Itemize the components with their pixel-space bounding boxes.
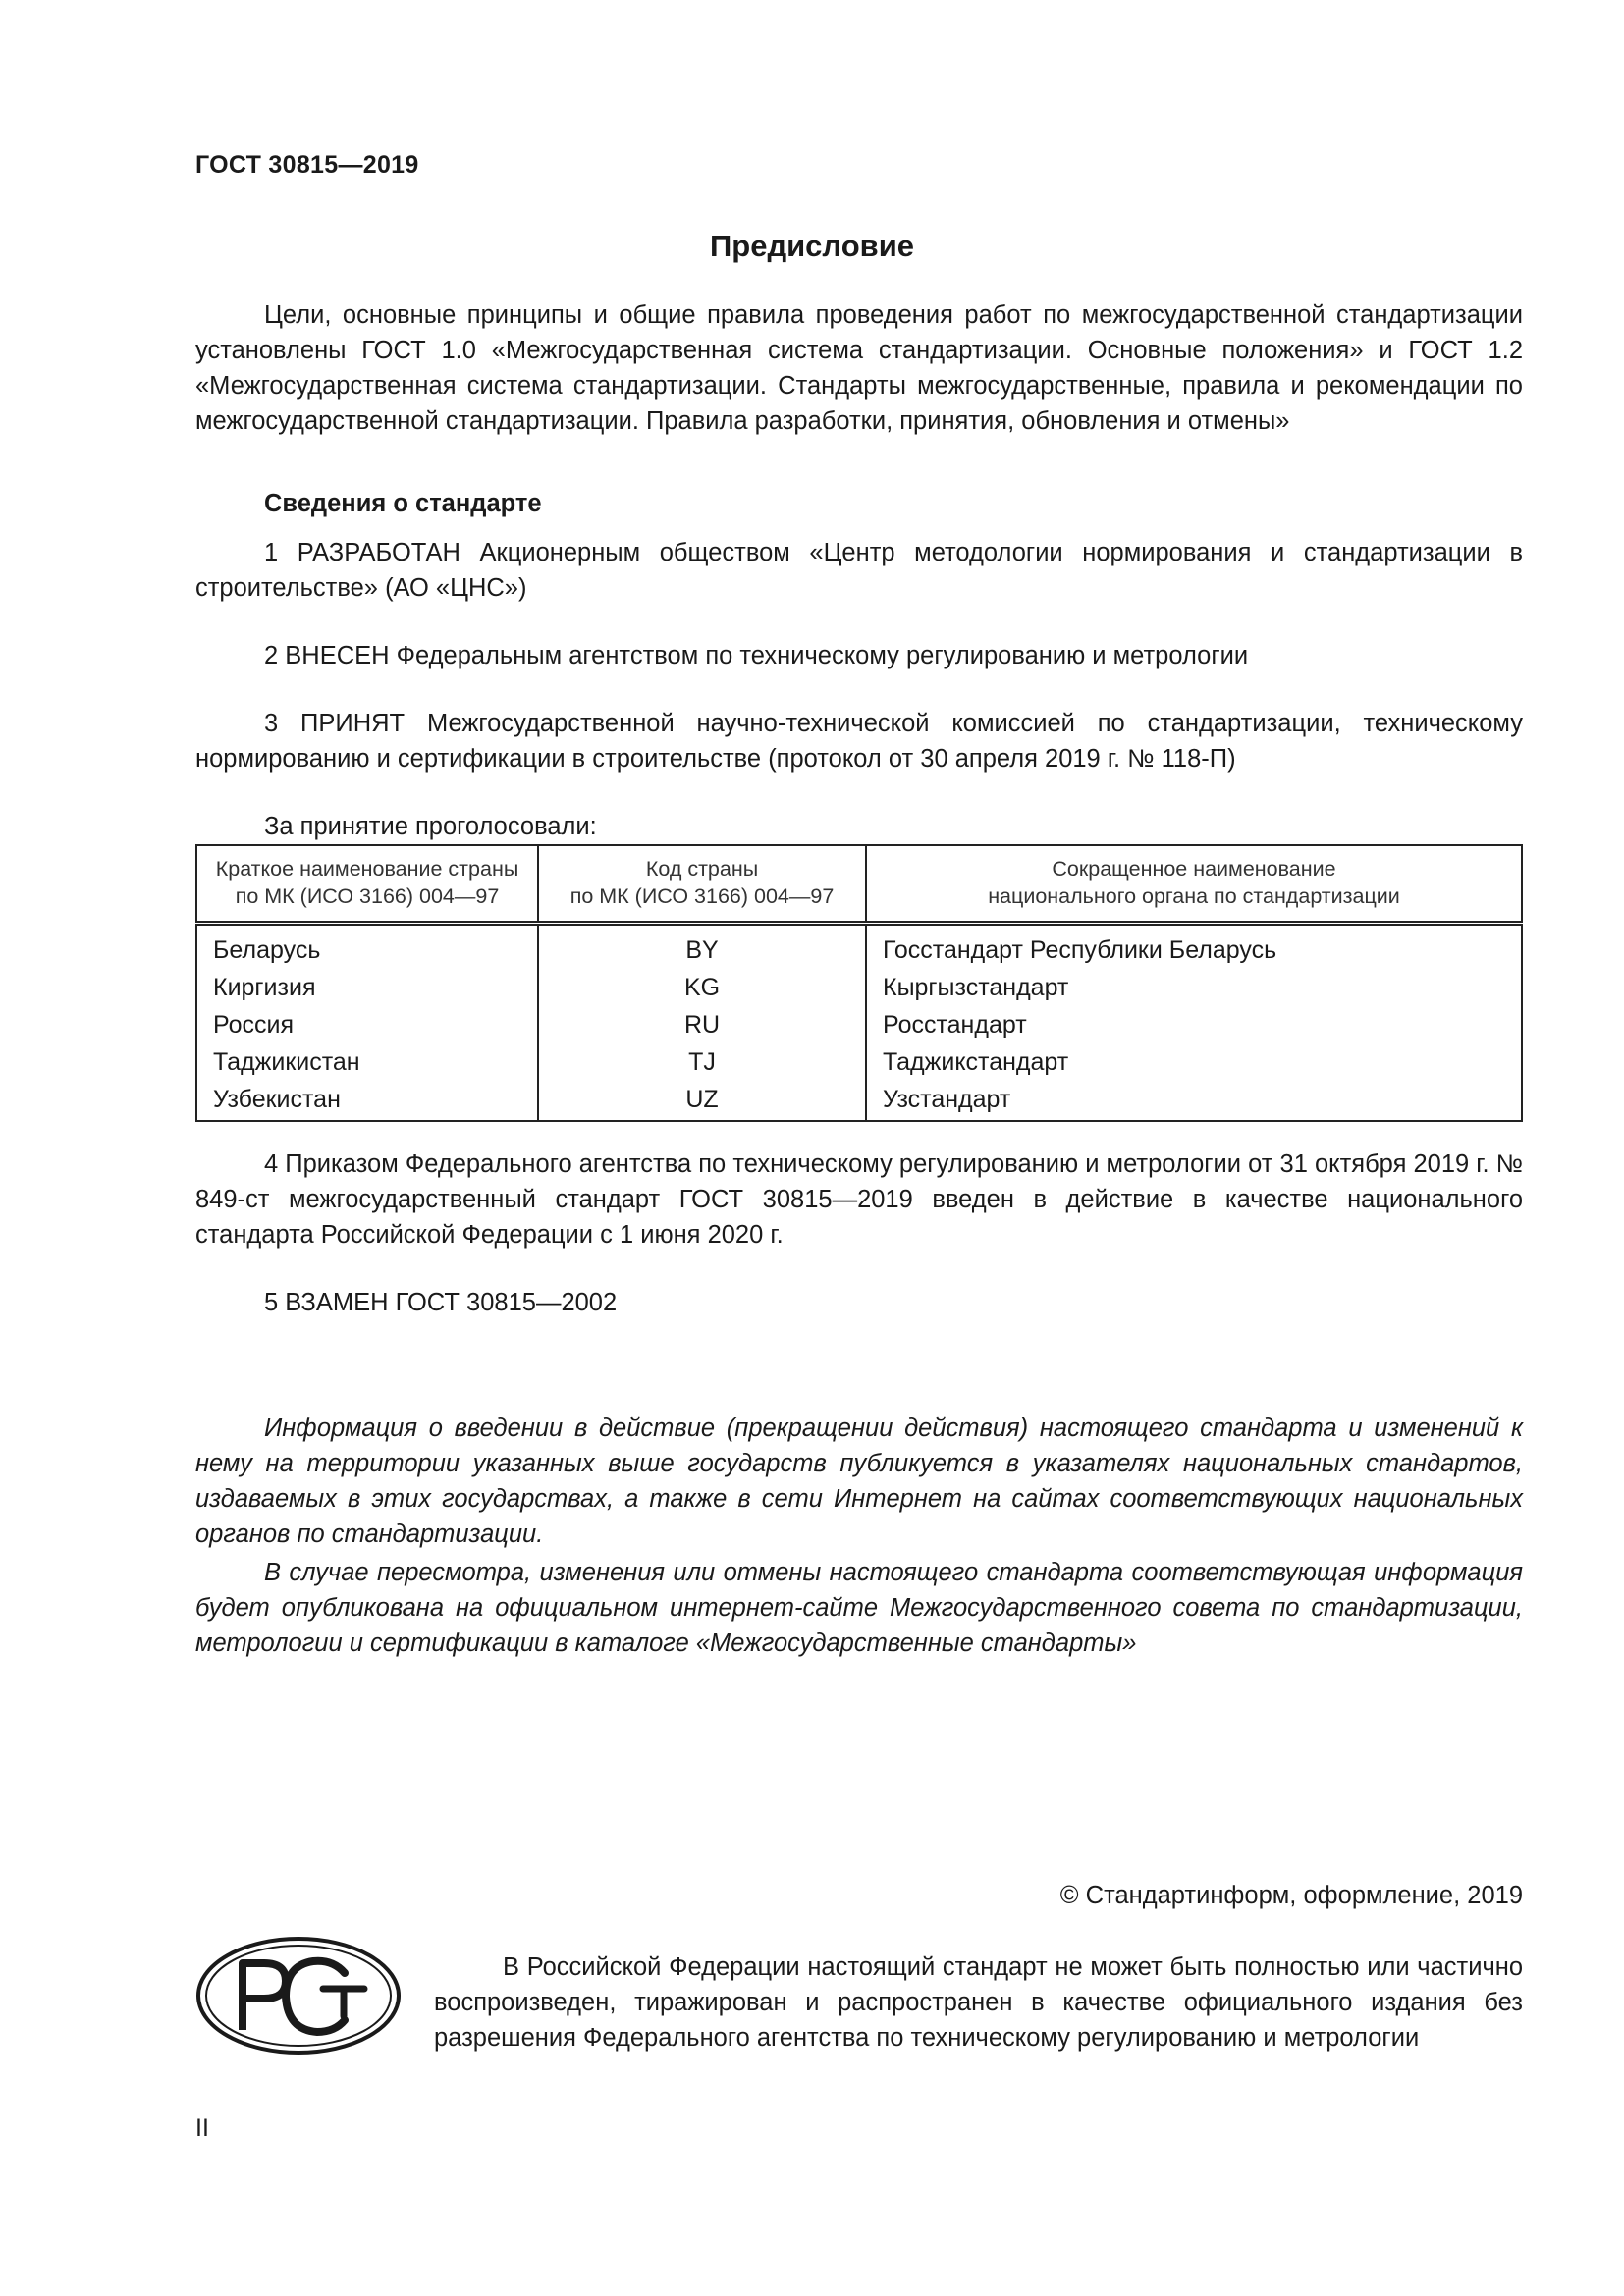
rst-certification-mark-icon (195, 1936, 402, 2056)
national-body-cell: Росстандарт (866, 1006, 1522, 1043)
intro-paragraph: Цели, основные принципы и общие правила проведения работ по межгосударственной стандартизации установлены ГОСТ 1.0 «Межгосударственная система стандартизации. Основные положения» и ГОСТ 1.2 «Межгосударственная система стандартизации. Стандарты межгосударственные, правила и рекомендации по межгосударственной стандартизации. Правила разработки, принятия, обновления и отмены» (195, 301, 1523, 435)
table-row (196, 1006, 1522, 1043)
national-body-cell: Таджикстандарт (866, 1043, 1522, 1081)
intro-section (195, 297, 1523, 439)
country-code-cell: BY (538, 924, 866, 970)
column-header-country: Краткое наименование страны по МК (ИСО 3166) 004—97 (196, 845, 538, 924)
table-row (196, 1043, 1522, 1081)
country-code-cell: TJ (538, 1043, 866, 1081)
copyright-line: © Стандартинформ, оформление, 2019 (1059, 1882, 1523, 1909)
national-body-cell: Госстандарт Республики Беларусь (866, 924, 1522, 970)
item-replaces: 5 ВЗАМЕН ГОСТ 30815—2002 (264, 1289, 618, 1316)
country-cell: Узбекистан (196, 1081, 538, 1121)
country-cell: Киргизия (196, 969, 538, 1006)
reproduction-notice: В Российской Федерации настоящий стандарт не может быть полностью или частично воспроизведен, тиражирован и распространен в качестве официального издания без разрешения Федерального агентства по техническому регулированию и метрологии (434, 1953, 1523, 2052)
country-cell: Беларусь (196, 924, 538, 970)
table-row (196, 969, 1522, 1006)
country-cell: Таджикистан (196, 1043, 538, 1081)
country-code-cell: UZ (538, 1081, 866, 1121)
national-body-cell: Кыргызстандарт (866, 969, 1522, 1006)
page-number: II (195, 2114, 209, 2142)
info-note-revision: В случае пересмотра, изменения или отмены настоящего стандарта соответствующая информация будет опубликована на официальном интернет-сайте Межгосударственного совета по стандартизации, метрологии и сертификации в каталоге «Межгосударственные стандарты» (195, 1559, 1523, 1657)
standard-info-continued (195, 1147, 1523, 1320)
column-header-code: Код страны по МК (ИСО 3166) 004—97 (538, 845, 866, 924)
country-cell: Россия (196, 1006, 538, 1043)
voting-countries-table (195, 844, 1523, 1122)
country-code-cell: KG (538, 969, 866, 1006)
country-code-cell: RU (538, 1006, 866, 1043)
standard-info-section (195, 486, 1523, 844)
info-notes-section (195, 1411, 1523, 1661)
standard-info-heading: Сведения о стандарте (264, 490, 542, 517)
item-introduced: 2 ВНЕСЕН Федеральным агентством по техническому регулированию и метрологии (264, 642, 1249, 669)
document-id-header: ГОСТ 30815—2019 (195, 151, 419, 179)
page-title: Предисловие (709, 229, 914, 263)
column-header-national-body: Сокращенное наименование национального органа по стандартизации (866, 845, 1522, 924)
info-note-publication: Информация о введении в действие (прекращении действия) настоящего стандарта и изменений к нему на территории указанных выше государств публикуется в указателях национальных стандартов, издаваемых в этих государствах, а также в сети Интернет на сайтах соответствующих национальных органов по стандартизации. (195, 1415, 1523, 1548)
national-body-cell: Узстандарт (866, 1081, 1522, 1121)
item-adopted: 3 ПРИНЯТ Межгосударственной научно-технической комиссией по стандартизации, техническому нормированию и сертификации в строительстве (протокол от 30 апреля 2019 г. № 118-П) (195, 710, 1523, 773)
item-enacted: 4 Приказом Федерального агентства по техническому регулированию и метрологии от 31 октября 2019 г. № 849-ст межгосударственный стандарт ГОСТ 30815—2019 введен в действие в качестве национального стандарта Российской Федерации с 1 июня 2020 г. (195, 1150, 1523, 1249)
table-header-row (196, 845, 1522, 924)
item-developed: 1 РАЗРАБОТАН Акционерным обществом «Центр методологии нормирования и стандартизации в строительстве» (АО «ЦНС») (195, 539, 1523, 602)
table-row (196, 1081, 1522, 1121)
voted-label: За принятие проголосовали: (264, 813, 597, 840)
table-row (196, 924, 1522, 970)
